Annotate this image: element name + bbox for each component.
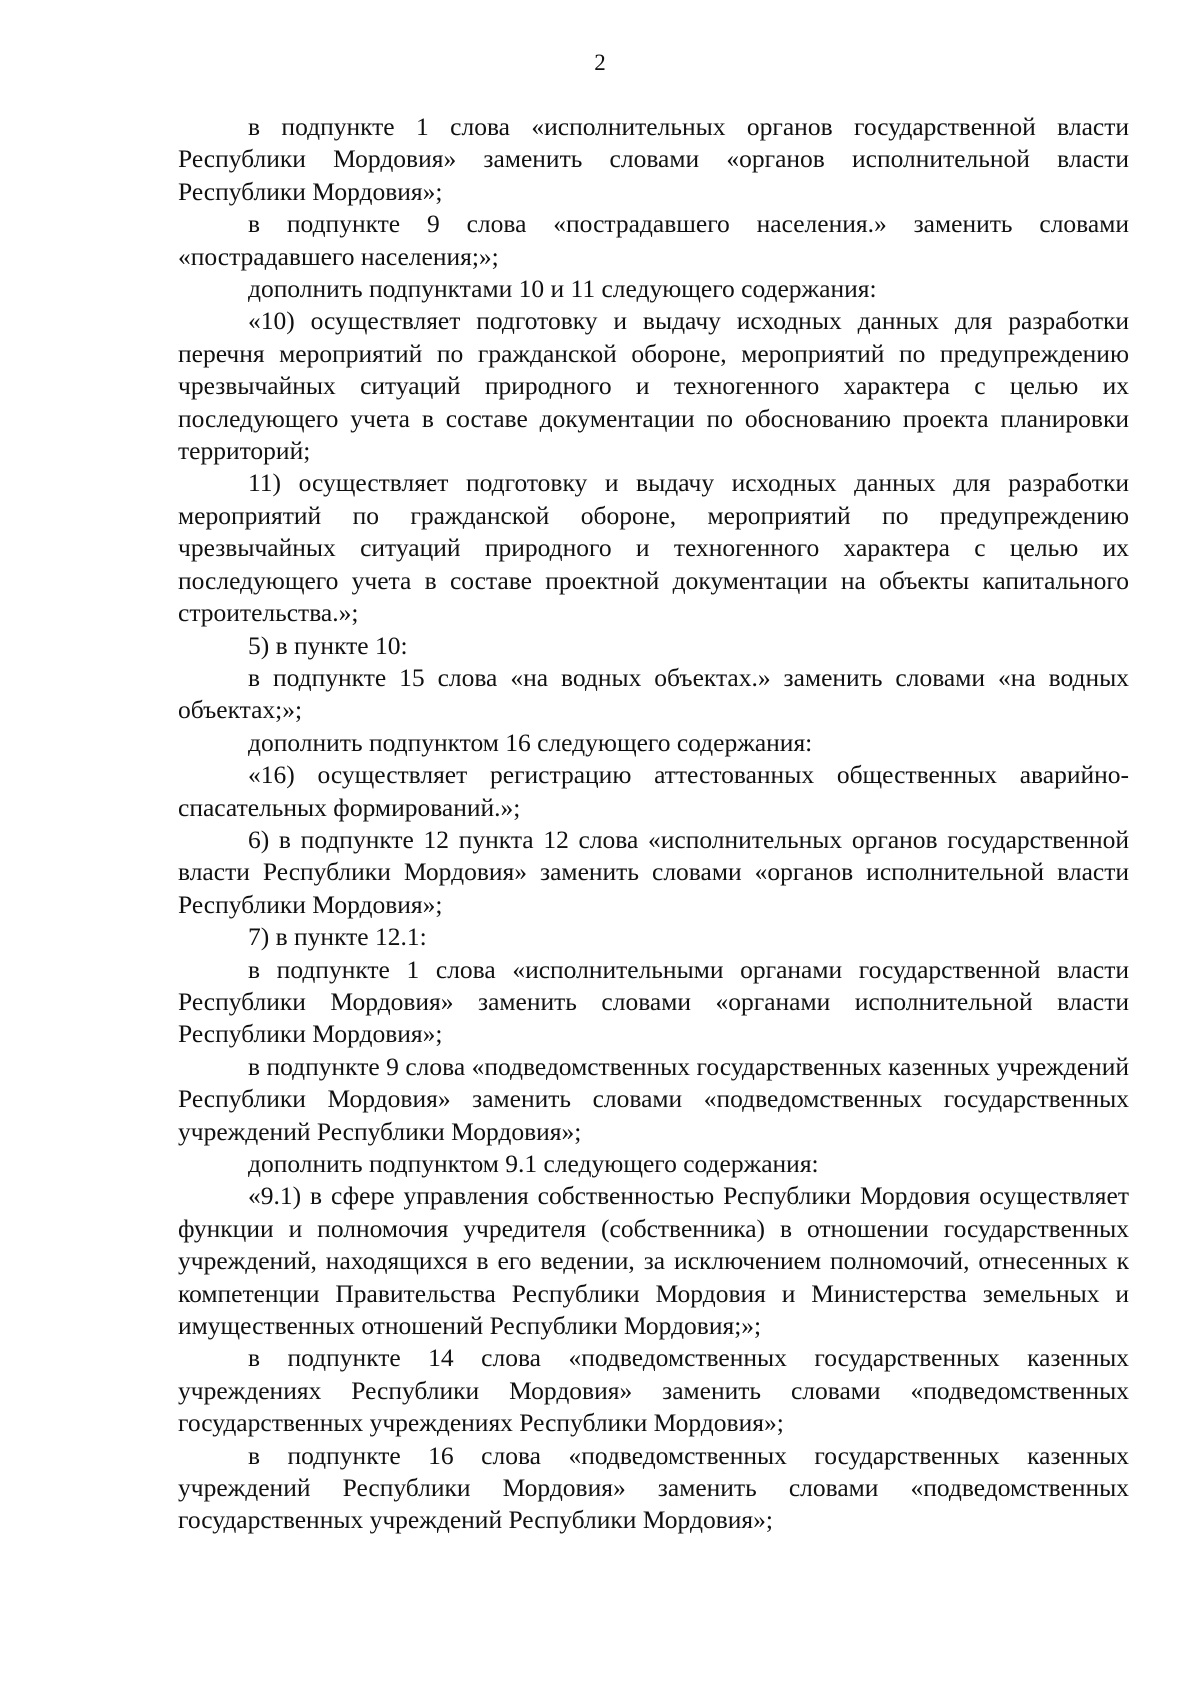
paragraph: дополнить подпунктами 10 и 11 следующего содержания: bbox=[248, 274, 877, 304]
document-body bbox=[178, 111, 1129, 1537]
paragraph: 5) в пункте 10: bbox=[248, 630, 408, 660]
paragraph: 6) в подпункте 12 пункта 12 слова «исполнительных органов государственной власти Республики Мордовия» заменить словами «органов исполнительной власти Республики Мордовия»; bbox=[178, 824, 1129, 919]
paragraph: в подпункте 15 слова «на водных объектах.» заменить словами «на водных объектах;»; bbox=[178, 662, 1129, 725]
paragraph: «10) осуществляет подготовку и выдачу исходных данных для разработки перечня мероприятий по гражданской обороне, мероприятий по предупреждению чрезвычайных ситуаций природного и техногенного характера с целью их последующего учета в составе документации по обоснованию проекта планировки территорий; bbox=[178, 306, 1129, 466]
paragraph: в подпункте 9 слова «подведомственных государственных казенных учреждений Республики Мордовия» заменить словами «подведомственных государственных учреждений Республики Мордовия»; bbox=[178, 1051, 1129, 1146]
paragraph: дополнить подпунктом 16 следующего содержания: bbox=[248, 727, 813, 757]
paragraph: дополнить подпунктом 9.1 следующего содержания: bbox=[248, 1149, 819, 1178]
paragraph: в подпункте 9 слова «пострадавшего населения.» заменить словами «пострадавшего населения;»; bbox=[178, 209, 1129, 271]
paragraph: в подпункте 14 слова «подведомственных государственных казенных учреждениях Республики Мордовия» заменить словами «подведомственных государственных учреждениях Республики Мордовия»; bbox=[178, 1343, 1129, 1438]
paragraph: 7) в пункте 12.1: bbox=[248, 922, 427, 952]
paragraph: 11) осуществляет подготовку и выдачу исходных данных для разработки мероприятий по гражданской обороне, мероприятий по предупреждению чрезвычайных ситуаций природного и техногенного характера с целью их последующего учета в составе проектной документации на объекты капитального строительства.»; bbox=[178, 468, 1129, 628]
paragraph: в подпункте 16 слова «подведомственных государственных казенных учреждений Республики Мордовия» заменить словами «подведомственных государственных учреждений Республики Мордовия»; bbox=[178, 1440, 1129, 1535]
paragraph: «16) осуществляет регистрацию аттестованных общественных аварийно-спасательных формирований.»; bbox=[178, 760, 1129, 822]
page-number: 2 bbox=[594, 50, 606, 75]
paragraph: в подпункте 1 слова «исполнительными органами государственной власти Республики Мордовия» заменить словами «органами исполнительной власти Республики Мордовия»; bbox=[178, 954, 1129, 1049]
paragraph: «9.1) в сфере управления собственностью Республики Мордовия осуществляет функции и полномочия учредителя (собственника) в отношении государственных учреждений, находящихся в его ведении, за исключением полномочий, отнесенных к компетенции Правительства Республики Мордовия и Министерства земельных и имущественных отношений Республики Мордовия;»; bbox=[178, 1181, 1129, 1341]
paragraph: в подпункте 1 слова «исполнительных органов государственной власти Республики Мордовия» заменить словами «органов исполнительной власти Республики Мордовия»; bbox=[178, 112, 1129, 206]
